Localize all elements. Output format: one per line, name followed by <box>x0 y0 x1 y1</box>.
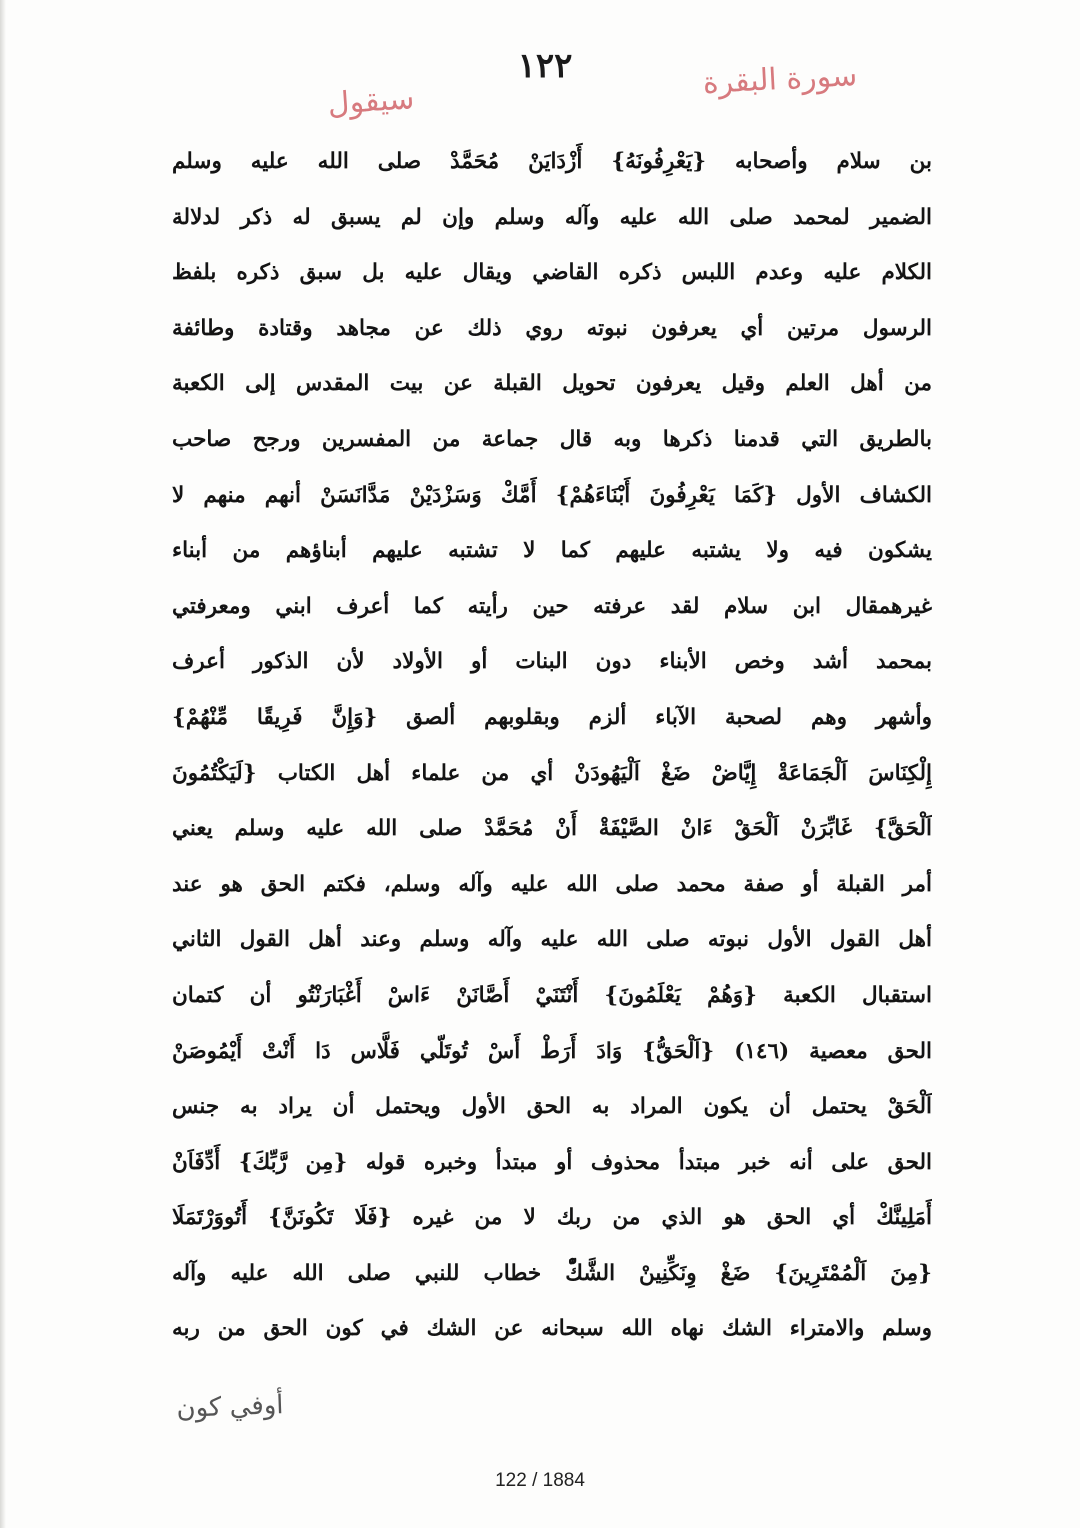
scan-edge-shadow <box>0 0 6 1528</box>
text-line: الحق على أنه خبر مبتدأ محذوف أو مبتدأ وخبره قوله {مِن رَّبِّكَ} أَدِّفَاَنْ <box>172 1149 932 1175</box>
text-line: الكشاف الأول {كَمَا يَعْرِفُونَ أَبْنَاءَهُمْ} أَمَّكْ وَسَزْدَيْنْ مَدَّانَسَنْ أنهم منهم لا <box>172 482 932 508</box>
text-line: يشكون فيه ولا يشتبه عليهم كما لا تشتبه عليهم أبناؤهم من أبناء <box>172 538 932 564</box>
page-counter: 122 / 1884 <box>495 1470 585 1491</box>
text-line: بالطريق التي قدمنا ذكرها وبه قال جماعة من المفسرين ورجح صاحب <box>172 426 932 452</box>
text-line: أَمَلِينَّكْ أي الحق هو الذي من ربك لا من غيره {فَلَا تَكُونَنَّ} أَتُووَرْتَمَلَا <box>172 1205 932 1231</box>
text-line: من أهل العلم وقيل يعرفون تحويل القبلة عن بيت المقدس إلى الكعبة <box>172 371 932 397</box>
text-line: وسلم والامتراء الشك نهاه الله سبحانه عن الشك في كون الحق من ربه <box>172 1316 932 1342</box>
handwritten-catchword: سيقول <box>326 81 416 122</box>
text-line: الحق معصية (١٤٦) {اَلْحَقُّ} وَادَ أَرَطْ أَسْ تُوتَلّي فَلَّاس دَا أَنْتْ أَيْمُوصَنْ <box>172 1038 932 1064</box>
text-line: استقبال الكعبة {وَهُمْ يَعْلَمُونَ} أَنْتَنَيْ أَصَّانَنْ ءَاسْ أَغْبَارَنْتُو أن كتمان <box>172 982 932 1008</box>
text-line: غيرهمقال ابن سلام لقد عرفته حين رأيته كما أعرف ابني ومعرفتي <box>172 593 932 619</box>
text-line: الكلام عليه وعدم اللبس ذكره القاضي ويقال عليه بل سبق ذكره بلفظ <box>172 260 932 286</box>
text-line: بن سلام وأصحابه {يَعْرِفُونَهُ} أَزْدَايَنْ مُحَمَّدْ صلى الله عليه وسلم <box>172 149 932 174</box>
text-line: {مِنَ اَلْمُمْتَرِينَ} ضَغْ وِنَكِّنِينْ الشَّكّْ خطاب للنبي صلى الله عليه وآله <box>172 1260 932 1286</box>
text-line: اَلْحَقَّ} غَابِّرَنْ اَلْحَقْ ءَانْ الصَّيْفَةْ أَنْ مُحَمَّدْ صلى الله عليه وسلم يعني <box>172 816 932 842</box>
text-line: أمر القبلة أو صفة محمد صلى الله عليه وآله وسلم، فكتم الحق هو عند <box>172 871 932 897</box>
text-line: الرسول مرتين أي يعرفون نبوته روي ذلك عن مجاهد وقتادة وطائفة <box>172 315 932 341</box>
handwritten-surah-name: سورة البقرة <box>702 57 858 102</box>
text-line: اَلْحَقْ يحتمل أن يكون المراد به الحق الأول ويحتمل أن يراد به جنس <box>172 1094 932 1120</box>
handwritten-footer-note: أوفي كون <box>175 1390 285 1424</box>
body-text <box>172 134 932 1357</box>
text-line: إِلْكِنَاسَ اَلْجَمَاعَةْ إِيَّاضْ ضَغْ اَلْيَهُودَنْ أي من علماء أهل الكتاب {لَيَكْتُمُونَ <box>172 760 932 786</box>
text-line: بمحمد أشد وخص الأبناء دون البنات أو الأولاد لأن الذكور أعرف <box>172 649 932 675</box>
page-number: ١٢٢ <box>517 46 573 86</box>
text-line: أهل القول الأول نبوته صلى الله عليه وآله وسلم وعند أهل القول الثاني <box>172 927 932 953</box>
text-line: الضمير لمحمد صلى الله عليه وآله وسلم وإن لم يسبق له ذكر لدلالة <box>172 204 932 230</box>
text-line: وأشهر وهم لصحبة الآباء ألزم وبقلوبهم ألصق {وَإِنَّ فَرِيقًا مِّنْهُمْ} <box>172 704 932 730</box>
